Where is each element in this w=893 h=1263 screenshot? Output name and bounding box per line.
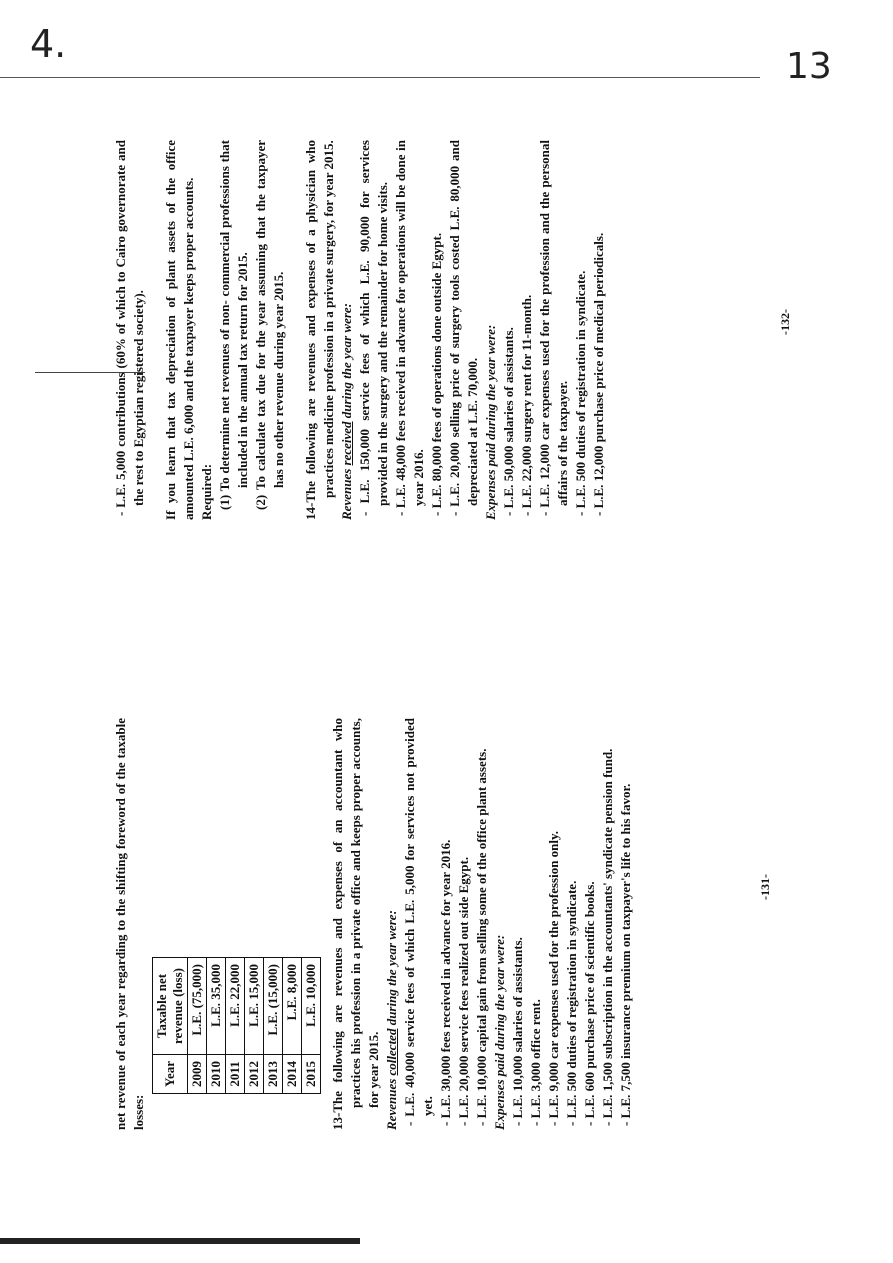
table-cell-value: L.E. 22,000	[226, 958, 245, 1055]
expenses-header: Expenses paid during the year were:	[483, 324, 498, 520]
table-cell-year: 2009	[188, 1055, 207, 1094]
list-item: - L.E. 3,000 office rent.	[528, 999, 543, 1126]
table-cell-value: L.E. (75,000)	[188, 958, 207, 1055]
table-cell-value: L.E. 15,000	[245, 958, 264, 1055]
list-item: - L.E. 80,000 fees of operations done outside Egypt.	[429, 232, 444, 516]
left-page	[112, 718, 635, 1130]
list-item: - L.E. 150,000 service fees of which L.E. 90,000 for services provided in the surgery and the remainder for home visits.	[357, 140, 390, 516]
right-page	[112, 140, 608, 520]
question-13-title: 13-The following are revenues and expenses of an accountant who practices his profession in a private office and keeps proper accounts, for year 2015.	[330, 718, 381, 1130]
table-cell-value: L.E. 8,000	[283, 958, 302, 1055]
list-item: - L.E. 5,000 contributions (60% of which to Cairo governorate and the rest to Egyptian registered society).	[113, 140, 146, 516]
list-item: - L.E. 50,000 salaries of assistants.	[501, 327, 516, 516]
list-item: - L.E. 9,000 car expenses used for the profession only.	[546, 830, 561, 1126]
list-item: - L.E. 7,500 insurance premium on taxpayer's life to his favor.	[618, 783, 633, 1126]
table-cell-value: L.E. 35,000	[207, 958, 226, 1055]
table-row	[264, 958, 283, 1094]
question-14-title: 14-The following are revenues and expenses of a physician who practices medicine profession in a private surgery, for year 2015.	[303, 140, 336, 520]
revenues-header: Revenues received during the year were:	[339, 302, 354, 520]
list-item: - L.E. 12,000 purchase price of medical periodicals.	[591, 232, 606, 516]
list-item: - L.E. 10,000 salaries of assistants.	[510, 937, 525, 1126]
table-row	[283, 958, 302, 1094]
table-row	[302, 958, 321, 1094]
list-item: - L.E. 600 purchase price of scientific books.	[582, 881, 597, 1126]
handwritten-page-mark-right: 13	[786, 46, 832, 87]
table-cell-value: L.E. 10,000	[302, 958, 321, 1055]
revenues-header: Revenues collected during the year were:	[384, 910, 399, 1130]
list-item: - L.E. 20,000 service fees realized out side Egypt.	[456, 856, 471, 1126]
list-item: - L.E. 500 duties of registration in syndicate.	[573, 270, 588, 516]
requirement-2: (2) To calculate tax due for the year assuming that the taxpayer has no other revenue during year 2015.	[253, 140, 286, 510]
list-item: - L.E. 10,000 capital gain from selling some of the office plant assets.	[474, 748, 489, 1126]
scan-bottom-bar	[0, 1238, 360, 1244]
table-row	[188, 958, 207, 1094]
list-item: - L.E. 30,000 fees received in advance for year 2016.	[438, 839, 453, 1126]
scan-top-line	[0, 77, 760, 78]
table-header-revenue: Taxable net revenue (loss)	[153, 958, 188, 1055]
table-cell-year: 2015	[302, 1055, 321, 1094]
table-cell-year: 2010	[207, 1055, 226, 1094]
list-item: - L.E. 20,000 selling price of surgery tools costed L.E. 80,000 and depreciated at L.E. 70,000.	[447, 140, 480, 516]
table-header-year: Year	[153, 1055, 188, 1094]
page-number-right: -132-	[778, 309, 792, 335]
list-item: - L.E. 12,000 car expenses used for the profession and the personal affairs of the taxpayer.	[537, 140, 570, 516]
expenses-header: Expenses paid during the year were:	[492, 934, 507, 1130]
list-item: - L.E. 40,000 service fees of which L.E. 5,000 for services not provided yet.	[402, 718, 435, 1126]
requirement-1: (1) To determine net revenues of non- commercial professions that included in the annual tax return for 2015.	[217, 140, 250, 510]
list-item: - L.E. 22,000 surgery rent for 11-month.	[519, 294, 534, 516]
depreciation-note: If you learn that tax depreciation of plant assets of the office amounted L.E. 6,000 and the taxpayer keeps proper accounts.	[163, 140, 196, 520]
list-item: - L.E. 48,000 fees received in advance for operations will be done in year 2016.	[393, 140, 426, 516]
handwritten-page-mark-left: 4.	[30, 22, 67, 66]
list-item: - L.E. 500 duties of registration in syndicate.	[564, 880, 579, 1126]
table-cell-year: 2014	[283, 1055, 302, 1094]
table-cell-value: L.E. (15,000)	[264, 958, 283, 1055]
table-row	[226, 958, 245, 1094]
table-cell-year: 2012	[245, 1055, 264, 1094]
page-number-left: -131-	[758, 874, 772, 900]
required-label: Required:	[199, 463, 214, 520]
table-row	[245, 958, 264, 1094]
table-cell-year: 2011	[226, 1055, 245, 1094]
taxable-revenue-table	[152, 957, 321, 1094]
table-row	[207, 958, 226, 1094]
table-cell-year: 2013	[264, 1055, 283, 1094]
table-intro: net revenue of each year regarding to the shifting foreword of the taxable losses:	[113, 718, 146, 1130]
list-item: - L.E. 1,500 subscription in the accountants' syndicate pension fund.	[600, 748, 615, 1126]
